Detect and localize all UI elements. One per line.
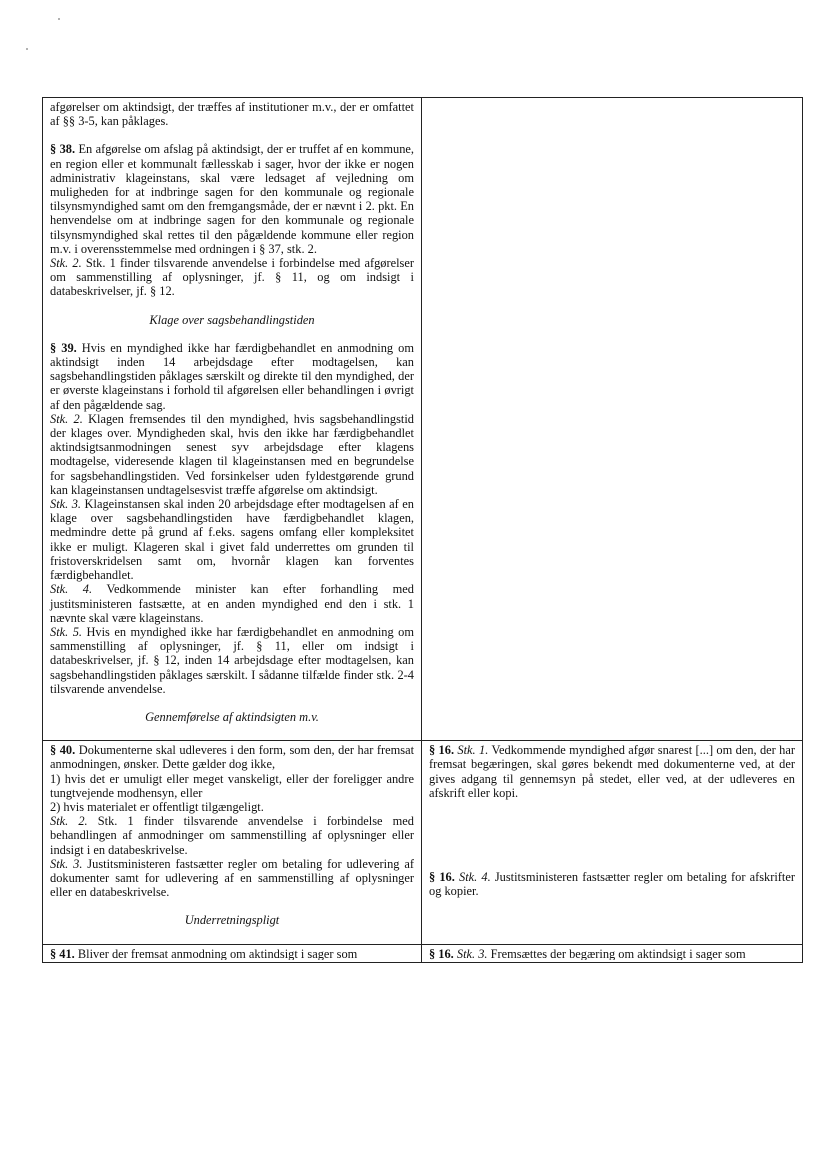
paragraph-gap [50, 327, 414, 341]
table-row [43, 741, 803, 944]
scan-speck [58, 18, 60, 20]
subsection-label: Stk. 2. [50, 814, 88, 829]
subsection-label: Stk. 2. [50, 256, 82, 271]
new-law-column-cell [43, 98, 422, 741]
subsection-label: Stk. 4. [459, 869, 491, 884]
section-number: § 16. [429, 946, 454, 960]
paragraph-gap [50, 696, 414, 710]
old-law-column-cell [422, 741, 803, 944]
paragraph-text: Hvis en myndighed ikke har færdigbehandlet en anmodning om aktindsigt inden 14 arbejdsdage efter modtagelsen, kan sagsbehandlingstiden påklages særskilt og direkte til den myndighed, der er øverste klageinstans i forhold til afgørelsen eller behandlingen i øvrigt af den pågældende sag. [50, 340, 414, 412]
paragraph-text: Justitsministeren fastsætter regler om betaling for udlevering af dokumenter samt for udlevering af en sammenstilling af oplysninger eller en databeskrivelse. [50, 856, 414, 900]
paragraph [50, 857, 414, 900]
paragraph-text: Justitsministeren fastsætter regler om betaling for afskrifter og kopier. [429, 869, 796, 899]
paragraph-text: Bliver der fremsat anmodning om aktindsigt i sager som [74, 946, 358, 960]
old-law-column-cell [422, 944, 803, 962]
paragraph: 2) hvis materialet er offentligt tilgængeligt. [50, 799, 264, 814]
section-number: § 16. [429, 743, 455, 758]
paragraph [50, 142, 414, 256]
paragraph [429, 743, 795, 800]
old-law-column-cell [422, 98, 803, 741]
table-row [43, 98, 803, 741]
section-number: § 16. [429, 869, 455, 884]
paragraph [50, 625, 414, 696]
section-number: § 39. [50, 340, 77, 355]
paragraph [50, 341, 414, 412]
new-law-column-cell [43, 741, 422, 944]
subsection-label: Stk. 1. [457, 743, 489, 758]
paragraph-text: Dokumenterne skal udleveres i den form, som den, der har fremsat anmodningen, ønsker. Dette gælder dog ikke, [50, 743, 415, 772]
subsection-label: Stk. 3. [50, 497, 82, 512]
paragraph: afgørelser om aktindsigt, der træffes af institutioner m.v., der er omfattet af §§ 3-5, kan påklages. [50, 100, 414, 129]
paragraph [50, 256, 414, 299]
paragraph-gap [429, 814, 795, 828]
paragraph-gap [429, 800, 795, 814]
paragraph [50, 412, 414, 497]
paragraph-text: Vedkommende myndighed afgør snarest [...] om den, der har fremsat begæringen, skal gøres bekendt med dokumenterne ved, at der gives adgang til gennemsyn på stedet, eller ved, at der udleveres en afskrift eller kopi. [429, 743, 795, 800]
paragraph-text: Stk. 1 finder tilsvarende anvendelse i forbindelse med behandlingen af anmodninger om sammenstilling af oplysninger eller indsigt i en databeskrivelse. [50, 814, 414, 857]
paragraph [50, 814, 414, 857]
paragraph-gap [50, 899, 414, 913]
paragraph-gap [50, 724, 414, 738]
section-number: § 40. [50, 743, 76, 758]
section-number: § 38. [50, 142, 76, 157]
clipped-line [429, 947, 795, 960]
subsection-label: Stk. 5. [50, 624, 82, 639]
subsection-label: Stk. 2. [50, 411, 83, 426]
paragraph-gap [50, 128, 414, 142]
section-heading: Klage over sagsbehandlingstiden [149, 312, 315, 327]
paragraph [50, 947, 414, 960]
section-number: § 41. [50, 946, 75, 960]
paragraph-text: Vedkommende minister kan efter forhandling med justitsministeren fastsætte, at en anden myndighed end den i stk. 1 nævnte skal være klageinstans. [50, 582, 414, 625]
paragraph-text: En afgørelse om afslag på aktindsigt, der er truffet af en kommune, en region eller et kommunalt fællesskab i sager, hvor der ikke er nogen administrativ klageinstans, skal være ledsaget af vejledning om muligheden for at indbringe sagen for den kommunale og regionale tilsynsmyndighed samt om den fremgangsmåde, der er nævnt i 2. pkt. En henvendelse om at indbringe sagen for den kommunale og regionale tilsynsmyndighed skal rettes til den pågældende kommune eller region m.v. i overensstemmelse med ordningen i § 37, stk. 2. [50, 142, 414, 256]
paragraph [50, 743, 414, 771]
paragraph: 1) hvis det er umuligt eller meget vanskeligt, eller der foreligger andre tungtvejende modhensyn, eller [50, 771, 414, 800]
table-body [43, 98, 803, 963]
subsection-label: Stk. 3. [50, 856, 83, 871]
scan-speck [26, 48, 28, 50]
paragraph-text: Klagen fremsendes til den myndighed, hvis sagsbehandlingstid der klages over. Myndigheden skal, hvis den ikke har færdigbehandlet aktindsigtsanmodningen senest syv arbejdsdage efter klagens modtagelse, videresende klagen til klageinstansen med en begrundelse for sagsbehandlingstiden. Ved forsinkelser uden fyldestgørende grund kan klageinstansen undtagelsesvist træffe afgørelse om aktindsigt. [50, 411, 414, 497]
paragraph-gap [429, 856, 795, 870]
paragraph-text: Hvis en myndighed ikke har færdigbehandlet en anmodning om sammenstilling af oplysninger, jf. § 11, eller om indsigt i databeskrivelser, jf. § 12, inden 14 arbejdsdage efter modtagelsen, kan sagsbehandlingstiden påklages særskilt. I sådanne tilfælde finder stk. 2-4 tilsvarende anvendelse. [50, 624, 414, 696]
new-law-column-cell [43, 944, 422, 962]
subsection-label: Stk. 3. [456, 946, 488, 960]
paragraph-gap [50, 928, 414, 942]
paragraph [50, 497, 414, 582]
section-heading: Underretningspligt [184, 913, 280, 928]
paragraph [429, 870, 795, 898]
clipped-line [50, 947, 414, 960]
paragraph-text: Klageinstansen skal inden 20 arbejdsdage efter modtagelsen af en klage over sagsbehandlingstiden have færdigbehandlet klagen, medmindre dette på grund af f.eks. sagens omfang eller kompleksitet ikke er muligt. Klageren skal i givet fald underrettes om grunden til fristoverskridelsen samt om, hvornår klagen kan forventes færdigbehandlet. [50, 497, 414, 583]
paragraph [50, 582, 414, 625]
subsection-label: Stk. 4. [50, 582, 93, 597]
paragraph-text: Stk. 1 finder tilsvarende anvendelse i forbindelse med afgørelser om sammenstilling af oplysninger, jf. § 11, og om indsigt i databeskrivelser, jf. § 12. [50, 256, 414, 299]
paragraph-gap [429, 828, 795, 842]
law-comparison-table [42, 97, 803, 963]
paragraph-gap [429, 842, 795, 856]
paragraph-gap [50, 299, 414, 313]
paragraph [429, 947, 795, 960]
paragraph-text: Fremsættes der begæring om aktindsigt i sager som [487, 946, 746, 960]
section-heading: Gennemførelse af aktindsigten m.v. [145, 709, 319, 724]
table-row [43, 944, 803, 962]
